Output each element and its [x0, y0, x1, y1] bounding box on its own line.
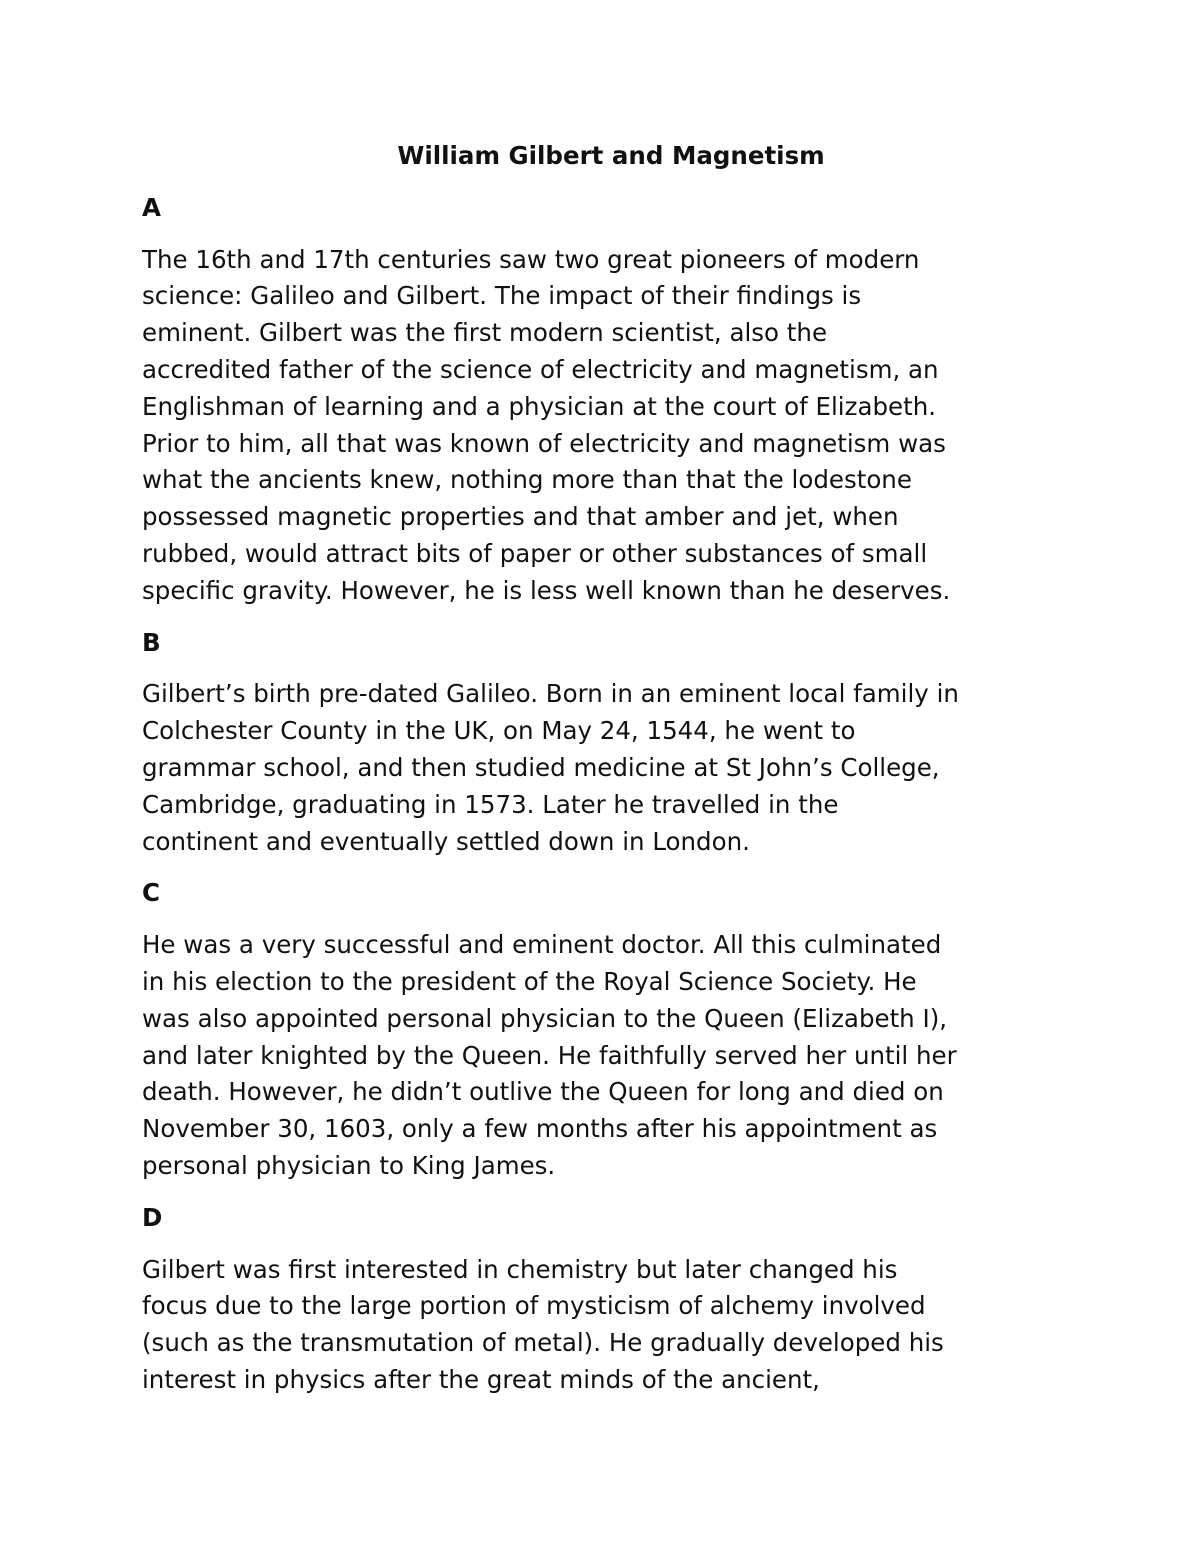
text-line: Englishman of learning and a physician at the court of Elizabeth. — [142, 391, 937, 421]
section-heading-b: B — [142, 627, 161, 657]
text-line: continent and eventually settled down in London. — [142, 826, 750, 856]
text-line: focus due to the large portion of mysticism of alchemy involved — [142, 1291, 926, 1321]
text-line: Prior to him, all that was known of electricity and magnetism was — [142, 428, 946, 458]
text-line: specific gravity. However, he is less well known than he deserves. — [142, 575, 951, 605]
document-body — [142, 138, 1072, 1414]
section-heading-d: D — [142, 1202, 163, 1232]
text-line: He was a very successful and eminent doctor. All this culminated — [142, 930, 942, 960]
section-c-paragraph — [142, 927, 1072, 1185]
text-line: (such as the transmutation of metal). He gradually developed his — [142, 1328, 944, 1358]
text-line: science: Galileo and Gilbert. The impact of their findings is — [142, 281, 862, 311]
text-line: interest in physics after the great minds of the ancient, — [142, 1364, 820, 1394]
section-b-paragraph — [142, 676, 1072, 860]
section-d-paragraph — [142, 1252, 1072, 1399]
text-line: in his election to the president of the Royal Science Society. He — [142, 966, 917, 996]
text-line: Colchester County in the UK, on May 24, 1544, he went to — [142, 716, 856, 746]
text-line: and later knighted by the Queen. He faithfully served her until her — [142, 1040, 957, 1070]
section-a-paragraph — [142, 242, 1072, 610]
text-line: November 30, 1603, only a few months after his appointment as — [142, 1114, 938, 1144]
text-line: was also appointed personal physician to the Queen (Elizabeth I), — [142, 1003, 948, 1033]
text-line: rubbed, would attract bits of paper or other substances of small — [142, 538, 928, 568]
document-title: William Gilbert and Magnetism — [397, 141, 825, 170]
section-heading-a: A — [142, 192, 161, 222]
text-line: death. However, he didn’t outlive the Queen for long and died on — [142, 1077, 944, 1107]
text-line: The 16th and 17th centuries saw two great pioneers of modern — [142, 244, 920, 274]
section-heading-c: C — [142, 878, 160, 908]
text-line: Cambridge, graduating in 1573. Later he travelled in the — [142, 789, 839, 819]
text-line: eminent. Gilbert was the first modern scientist, also the — [142, 318, 828, 348]
text-line: accredited father of the science of electricity and magnetism, an — [142, 354, 939, 384]
text-line: possessed magnetic properties and that amber and jet, when — [142, 502, 899, 532]
text-line: Gilbert’s birth pre-dated Galileo. Born in an eminent local family in — [142, 679, 959, 709]
text-line: grammar school, and then studied medicine at St John’s College, — [142, 752, 940, 782]
text-line: Gilbert was first interested in chemistry but later changed his — [142, 1254, 898, 1284]
text-line: personal physician to King James. — [142, 1150, 556, 1180]
text-line: what the ancients knew, nothing more than that the lodestone — [142, 465, 912, 495]
